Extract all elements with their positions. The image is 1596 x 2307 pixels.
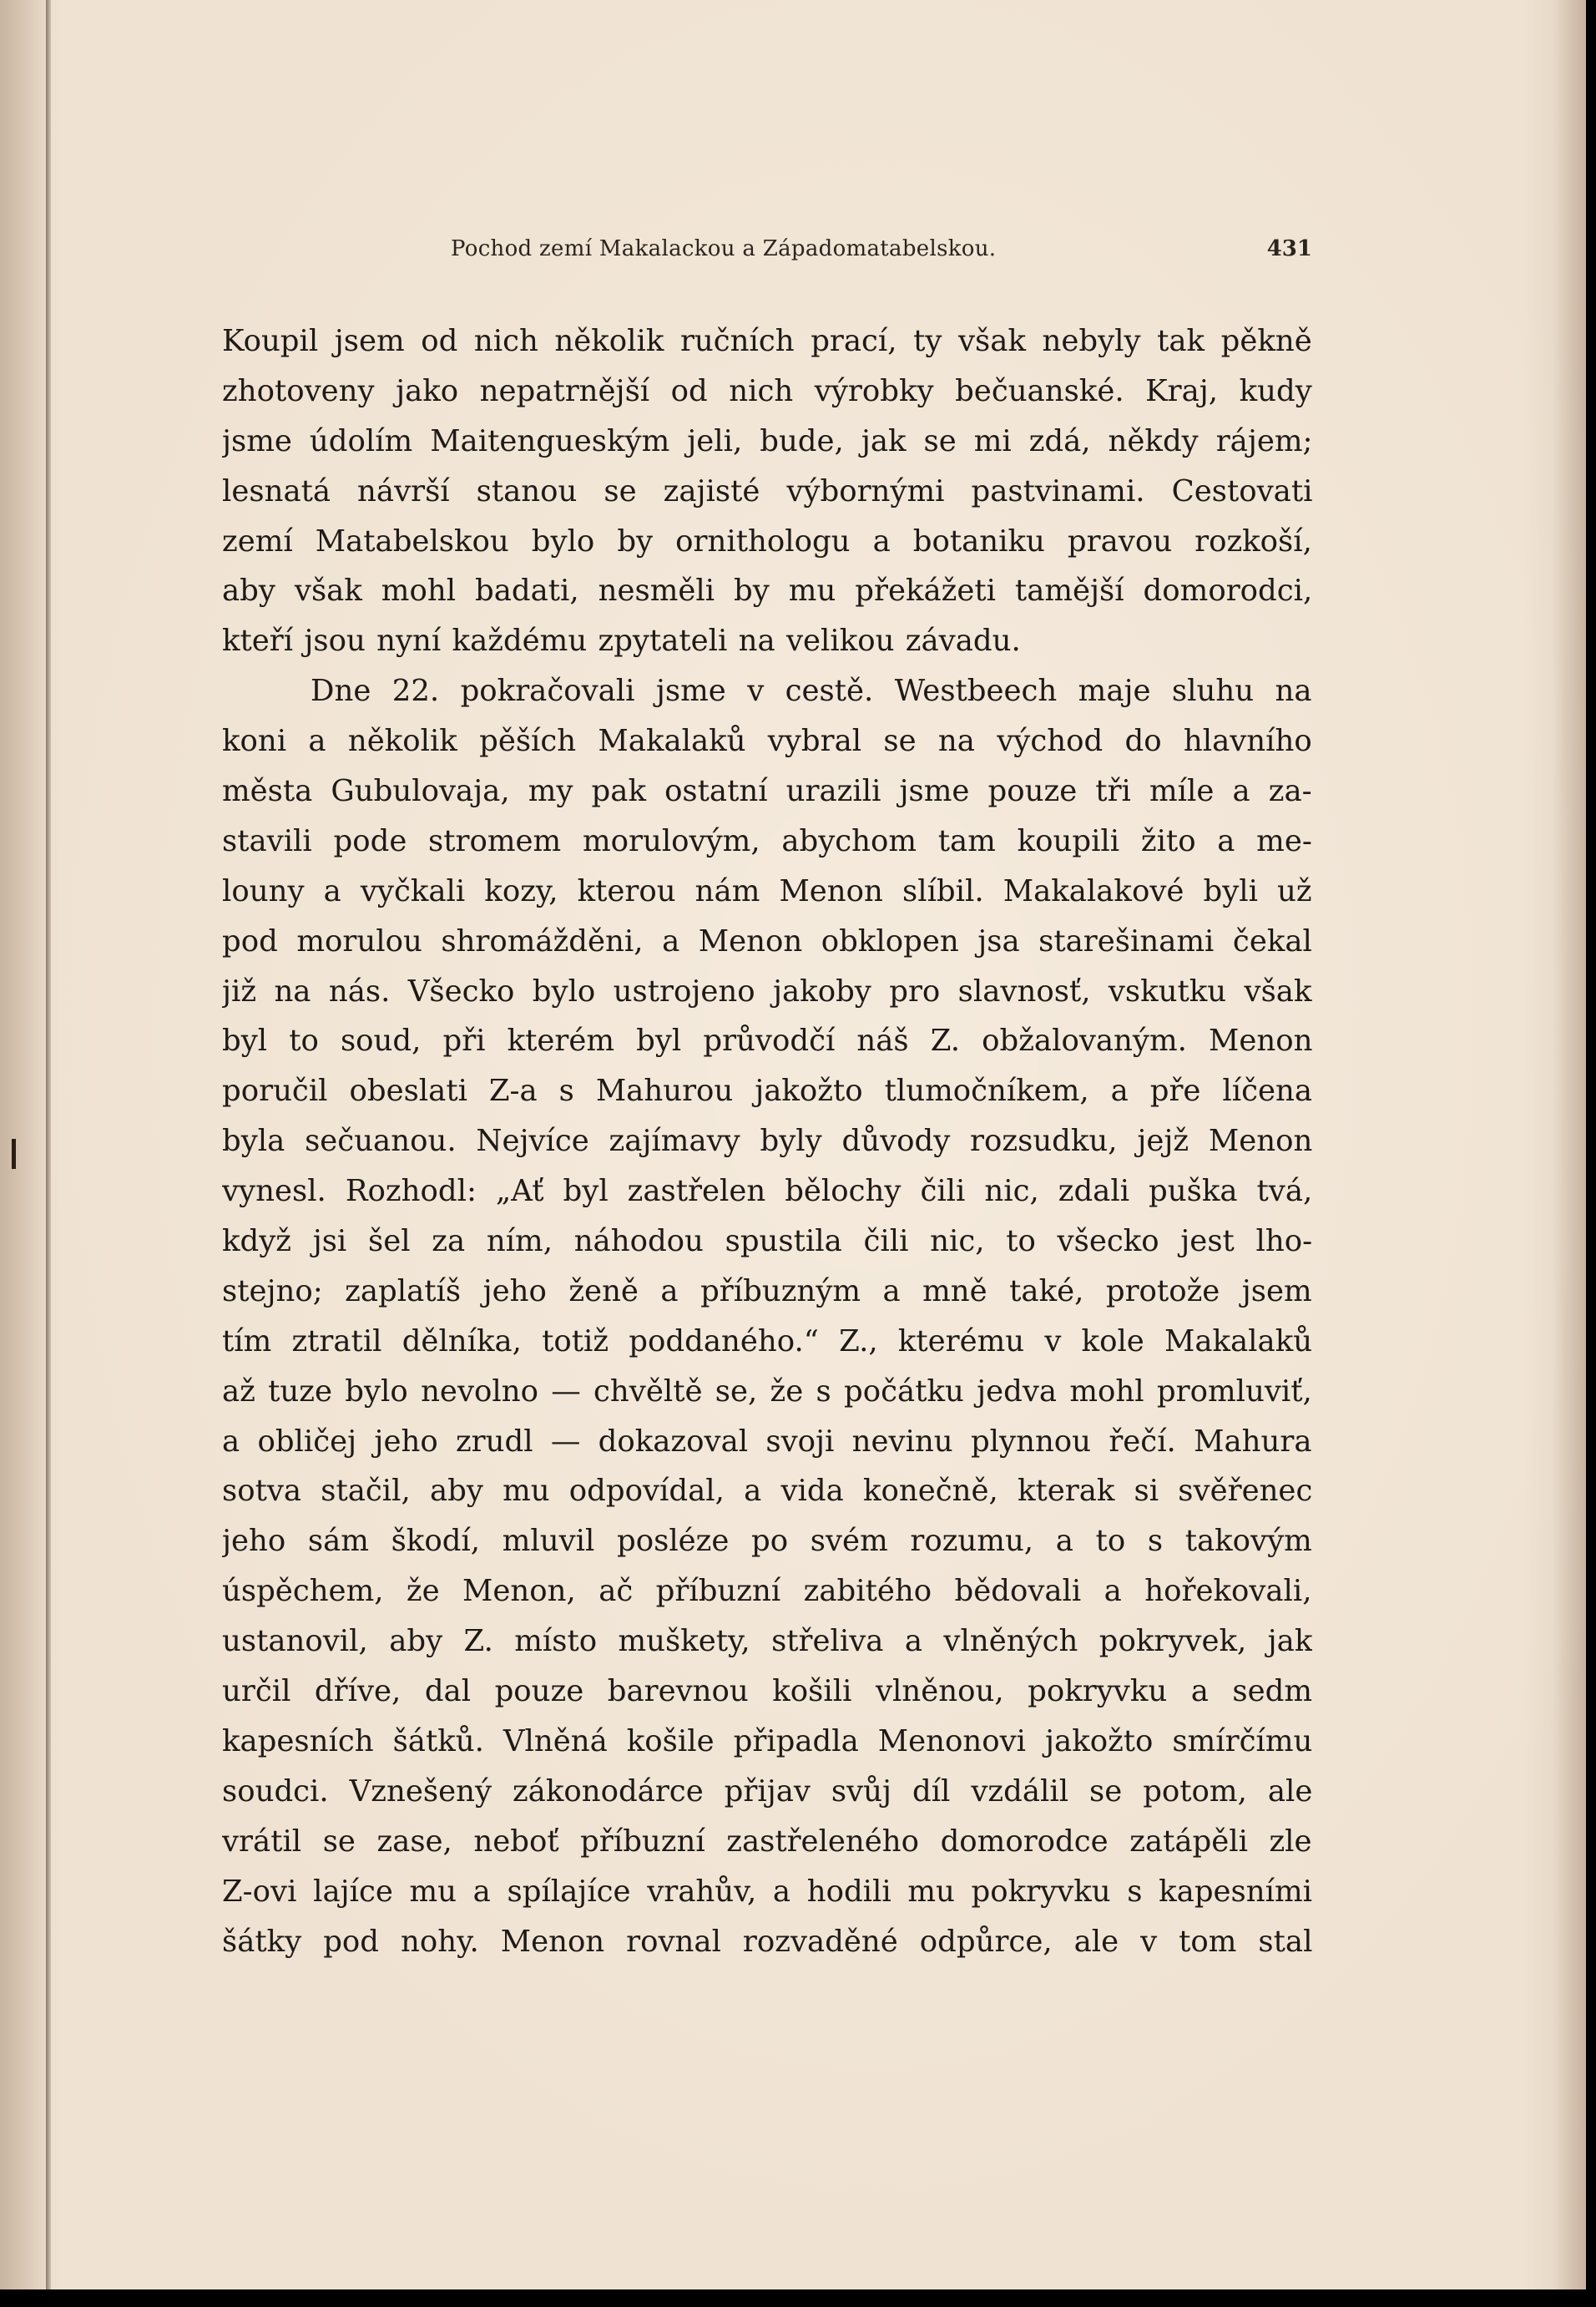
text-line [222,766,1312,817]
text-line-content: zhotoveny jako nepatrnější od nich výrobky bečuanské. Kraj, kudy [222,373,1312,408]
text-line [222,1417,1312,1467]
text-line-content: Koupil jsem od nich několik ručních prací, ty však nebyly tak pěkně [222,324,1312,358]
text-line [222,917,1312,967]
text-line-content: města Gubulovaja, my pak ostatní urazili jsme pouze tři míle a za- [222,774,1312,809]
text-line [222,517,1312,567]
text-line [222,1166,1312,1217]
text-line [222,1516,1312,1566]
text-line [222,817,1312,867]
text-line [222,1867,1312,1917]
text-line-content: určil dříve, dal pouze barevnou košili vlněnou, pokryvku a sedm [222,1674,1312,1709]
text-line [222,1267,1312,1317]
text-line [222,1317,1312,1367]
text-line-content: byla sečuanou. Nejvíce zajímavy byly důvody rozsudku, jejž Menon [222,1124,1312,1159]
text-line-content: když jsi šel za ním, náhodou spustila čili nic, to všecko jest lho- [222,1224,1312,1259]
running-title: Pochod zemí Makalackou a Západomatabelskou. [451,236,997,261]
text-line-content: soudci. Vznešený zákonodárce přijav svůj díl vzdálil se potom, ale [222,1773,1312,1809]
text-line-content: již na nás. Všecko bylo ustrojeno jakoby pro slavnosť, vskutku však [222,974,1312,1009]
text-line [222,467,1312,517]
text-line [222,1066,1312,1116]
text-line-content: vrátil se zase, neboť příbuzní zastřeleného domorodce zatápěli zle [222,1824,1312,1859]
text-line [222,566,1312,616]
text-line-content: jeho sám škodí, mluvil posléze po svém rozumu, a to s takovým [222,1524,1312,1559]
text-line-content: pod morulou shromážděni, a Menon obklopen jsa starešinami čekal [222,923,1312,959]
body-text [222,316,1312,1966]
text-line-content: tím ztratil dělníka, totiž poddaného.“ Z., kterému v kole Makalaků [222,1323,1312,1358]
text-line-content: zemí Matabelskou bylo by ornithologu a botaniku pravou rozkoší, [222,524,1312,559]
text-line [222,1016,1312,1066]
text-line-content: stejno; zaplatíš jeho ženě a příbuzným a mně také, protože jsem [222,1273,1312,1308]
text-line [222,367,1312,417]
text-line [222,616,1312,666]
text-line [222,666,1312,716]
text-line-content: jsme údolím Maitengueským jeli, bude, jak se mi zdá, někdy rájem; [222,423,1312,458]
text-line-content: louny a vyčkali kozy, kterou nám Menon slíbil. Makalakové byli už [222,873,1312,908]
text-line-content: úspěchem, že Menon, ač příbuzní zabitého bědovali a hořekovali, [222,1574,1312,1609]
scan-border-bottom [0,2289,1596,2307]
text-line [222,1767,1312,1817]
text-line-content: ustanovil, aby Z. místo muškety, střeliva a vlněných pokryvek, jak [222,1624,1312,1659]
text-line [222,867,1312,917]
text-line-content: a obličej jeho zrudl — dokazoval svoji nevinu plynnou řečí. Mahura [222,1424,1312,1459]
text-line-content: sotva stačil, aby mu odpovídal, a vida konečně, kterak si svěřenec [222,1474,1312,1509]
binding-edge [46,0,51,2289]
text-line-content: lesnatá návrší stanou se zajisté výbornými pastvinami. Cestovati [222,473,1312,508]
text-line-content: aby však mohl badati, nesměli by mu překážeti tamější domorodci, [222,574,1312,609]
text-line-content: vynesl. Rozhodl: „Ať byl zastřelen bělochy čili nic, zdali puška tvá, [222,1174,1312,1209]
scan-border-right [1586,0,1596,2307]
text-line-content: koni a několik pěších Makalaků vybral se na východ do hlavního [222,724,1312,759]
text-line [222,1116,1312,1166]
text-line-content: Dne 22. pokračovali jsme v cestě. Westbeech maje sluhu na [311,674,1312,709]
text-line [222,1466,1312,1516]
text-line-content: šátky pod nohy. Menon rovnal rozvaděné odpůrce, ale v tom stal [222,1924,1312,1959]
text-line-content: Z-ovi lajíce mu a spílajíce vrahův, a hodili mu pokryvku s kapesními [222,1874,1312,1909]
page-number: 431 [1266,236,1312,261]
text-line [222,967,1312,1017]
running-header [451,236,1312,270]
edge-mark [12,1139,16,1169]
text-line-content: až tuze bylo nevolno — chvěltě se, že s počátku jedva mohl promluviť, [222,1374,1312,1409]
page-edge-shadow [1553,0,1586,2289]
text-line [222,1566,1312,1616]
text-line [222,1616,1312,1667]
text-line-content: byl to soud, při kterém byl průvodčí náš Z. obžalovaným. Menon [222,1024,1312,1059]
text-line [222,716,1312,766]
text-line-content: stavili pode stromem morulovým, abychom tam koupili žito a me- [222,823,1312,858]
text-line-content: kteří jsou nyní každému zpytateli na velikou závadu. [222,624,1021,659]
text-line-content: poručil obeslati Z-a s Mahurou jakožto tlumočníkem, a pře líčena [222,1074,1312,1109]
text-line-content: kapesních šátků. Vlněná košile připadla Menonovi jakožto smírčímu [222,1723,1312,1758]
text-line [222,1817,1312,1867]
text-line [222,1667,1312,1717]
text-line [222,1717,1312,1767]
text-line [222,1917,1312,1967]
text-line [222,1367,1312,1417]
text-line [222,316,1312,367]
gutter-shadow [0,0,46,2289]
text-line [222,1217,1312,1267]
text-line [222,417,1312,467]
